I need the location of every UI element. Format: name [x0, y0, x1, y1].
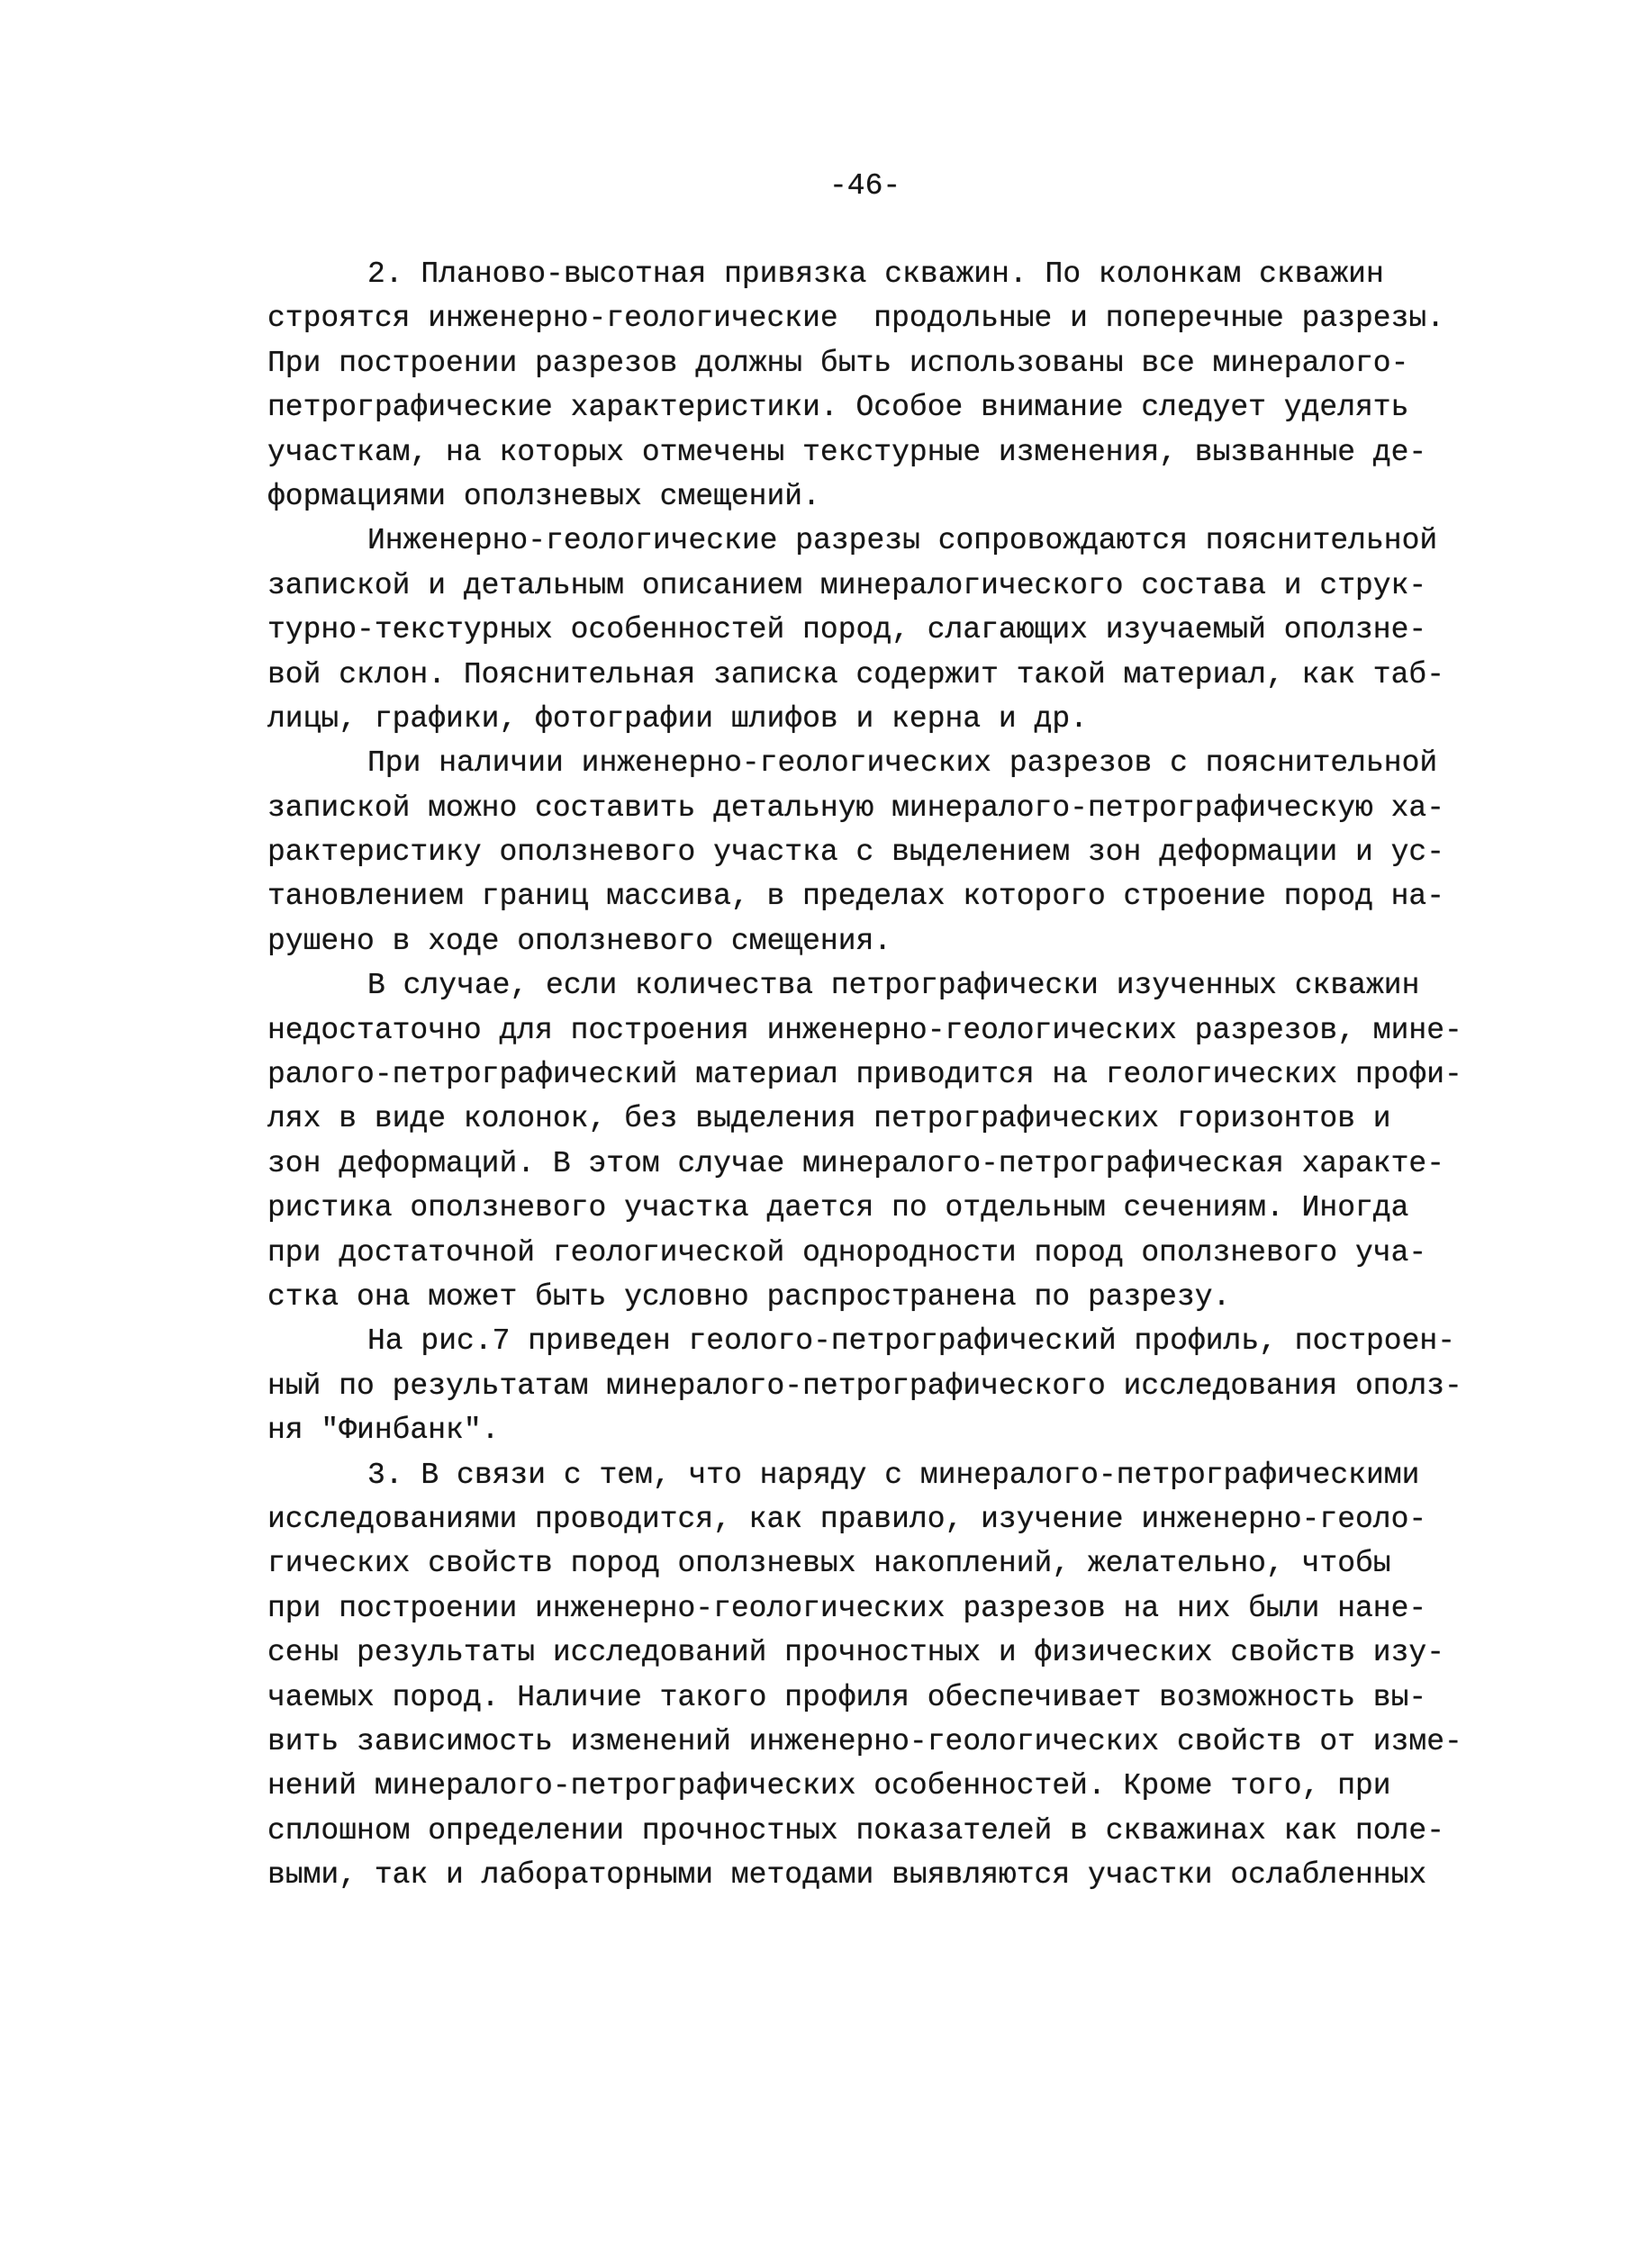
text-line: ристика оползневого участка дается по отдельным сечениям. Иногда: [267, 1191, 1409, 1225]
paragraph-3: [267, 741, 1564, 963]
text-line: запиской и детальным описанием минералогического состава и струк-: [267, 568, 1427, 602]
text-line: При построении разрезов должны быть использованы все минералого-: [267, 346, 1409, 380]
text-line: петрографические характеристики. Особое внимание следует уделять: [267, 391, 1409, 425]
paragraph-6: [267, 1453, 1564, 1898]
text-line: При наличии инженерно-геологических разрезов с пояснительной: [367, 746, 1438, 781]
text-line: рушено в ходе оползневого смещения.: [267, 924, 892, 958]
text-line: 2. Планово-высотная привязка скважин. По колонкам скважин: [367, 258, 1384, 291]
text-line: выми, так и лабораторными методами выявляются участки ослабленных: [267, 1858, 1427, 1893]
text-line: ный по результатам минералого-петрографического исследования ополз-: [267, 1369, 1462, 1403]
paragraph-1: [267, 252, 1564, 519]
paragraph-4: [267, 963, 1564, 1319]
text-line: В случае, если количества петрографически изученных скважин: [367, 969, 1420, 1003]
text-line: запиской можно составить детальную минералого-петрографическую ха-: [267, 791, 1445, 825]
text-line: Инженерно-геологические разрезы сопровождаются пояснительной: [367, 524, 1438, 558]
text-line: нений минералого-петрографических особенностей. Кроме того, при: [267, 1769, 1391, 1803]
text-line: лицы, графики, фотографии шлифов и керна и др.: [267, 701, 1088, 736]
text-line: при построении инженерно-геологических разрезов на них были нане-: [267, 1591, 1427, 1625]
text-line: гических свойств пород оползневых накоплений, желательно, чтобы: [267, 1547, 1391, 1581]
text-line: ралого-петрографический материал приводится на геологических профи-: [267, 1058, 1462, 1092]
text-line: исследованиями проводится, как правило, изучение инженерно-геоло-: [267, 1502, 1427, 1536]
text-line: сплошном определении прочностных показателей в скважинах как поле-: [267, 1813, 1445, 1848]
text-line: участкам, на которых отмечены текстурные изменения, вызванные де-: [267, 435, 1427, 469]
body-text: [267, 252, 1564, 1897]
text-line: чаемых пород. Наличие такого профиля обеспечивает возможность вы-: [267, 1680, 1427, 1714]
text-line: строятся инженерно-геологические продольные и поперечные разрезы.: [267, 302, 1445, 336]
text-line: формациями оползневых смещений.: [267, 479, 820, 513]
text-line: ня "Финбанк".: [267, 1414, 500, 1448]
text-line: вить зависимость изменений инженерно-геологических свойств от изме-: [267, 1724, 1462, 1758]
text-line: турно-текстурных особенностей пород, слагающих изучаемый оползне-: [267, 613, 1427, 647]
paragraph-2: [267, 519, 1564, 741]
text-line: 3. В связи с тем, что наряду с минералого-петрографическими: [367, 1458, 1420, 1492]
text-line: зон деформаций. В этом случае минералого-петрографическая характе-: [267, 1146, 1445, 1180]
text-line: при достаточной геологической однородности пород оползневого уча-: [267, 1235, 1427, 1270]
text-line: тановлением границ массива, в пределах которого строение пород на-: [267, 880, 1445, 914]
text-line: сены результаты исследований прочностных и физических свойств изу-: [267, 1636, 1445, 1670]
text-line: недостаточно для построения инженерно-геологических разрезов, мине-: [267, 1013, 1462, 1047]
text-line: вой склон. Пояснительная записка содержит такой материал, как таб-: [267, 657, 1445, 691]
text-line: стка она может быть условно распространена по разрезу.: [267, 1279, 1231, 1314]
text-line: лях в виде колонок, без выделения петрографических горизонтов и: [267, 1102, 1391, 1136]
text-line: На рис.7 приведен геолого-петрографический профиль, построен-: [367, 1324, 1455, 1359]
text-line: рактеристику оползневого участка с выделением зон деформации и ус-: [267, 836, 1445, 870]
page-number: -46-: [829, 169, 901, 203]
paragraph-5: [267, 1319, 1564, 1452]
